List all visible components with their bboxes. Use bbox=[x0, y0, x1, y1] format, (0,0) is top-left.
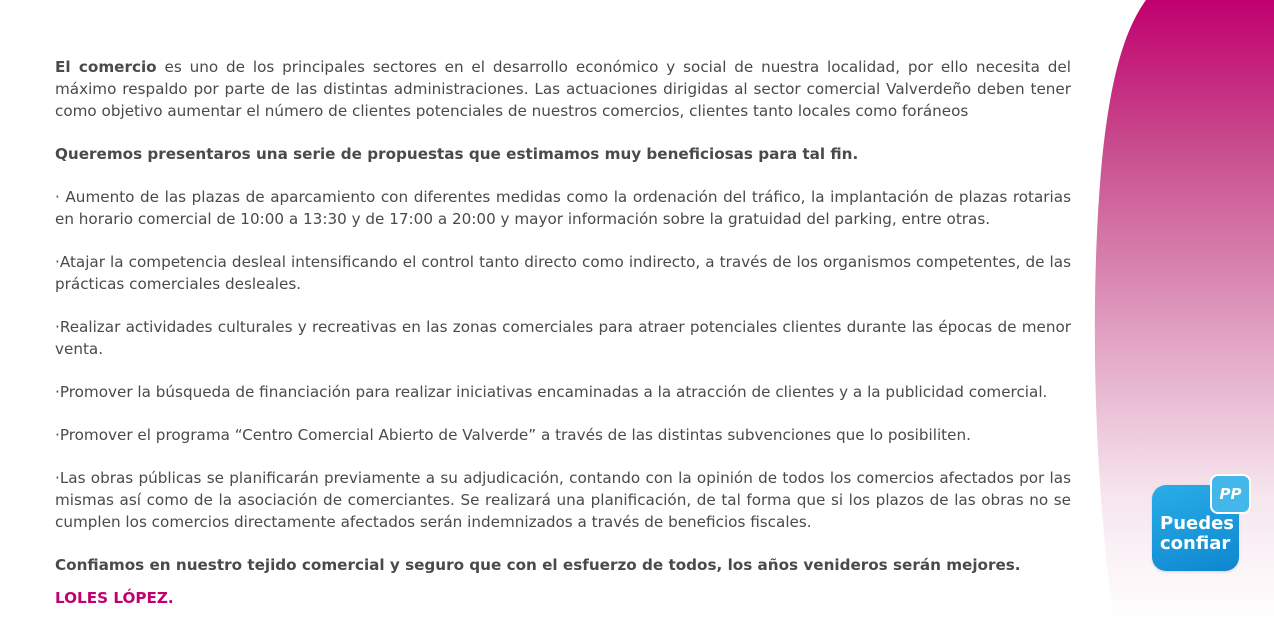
proposal-item: ·Promover la búsqueda de financiación para realizar iniciativas encaminadas a la atracción de clientes y a la publicidad comercial. bbox=[55, 383, 1048, 401]
proposal-item: ·Promover el programa “Centro Comercial Abierto de Valverde” a través de las distintas subvenciones que lo posibiliten. bbox=[55, 426, 971, 444]
pp-badge-icon: PP bbox=[1210, 474, 1251, 514]
proposals-heading: Queremos presentaros una serie de propuestas que estimamos muy beneficiosas para tal fin. bbox=[55, 145, 859, 163]
proposal-item: · Aumento de las plazas de aparcamiento con diferentes medidas como la ordenación del tráfico, la implantación de plazas rotarias en horario comercial de 10:00 a 13:30 y de 17:00 a 20:00 y mayor información sobre la gratuidad del parking, entre otras. bbox=[55, 188, 1071, 228]
signature: LOLES LÓPEZ. bbox=[55, 589, 174, 607]
logo-slogan-line2: confiar bbox=[1160, 533, 1231, 554]
intro-text: es uno de los principales sectores en el desarrollo económico y social de nuestra localidad, por ello necesita del máximo respaldo por parte de las distintas administraciones. Las actuaciones dirigidas al sector comercial Valverdeño deben tener como objetivo aumentar el número de clientes potenciales de nuestros comercios, clientes tanto locales como foráneos bbox=[55, 58, 1071, 120]
proposal-item: ·Realizar actividades culturales y recreativas en las zonas comerciales para atraer potenciales clientes durante las épocas de menor venta. bbox=[55, 318, 1071, 358]
logo-slogan bbox=[1160, 514, 1240, 554]
closing-statement: Confiamos en nuestro tejido comercial y seguro que con el esfuerzo de todos, los años venideros serán mejores. bbox=[55, 556, 1021, 574]
proposal-item: ·Las obras públicas se planificarán previamente a su adjudicación, contando con la opinión de todos los comercios afectados por las mismas así como de la asociación de comerciantes. Se realizará una planificación, de tal forma que si los plazos de las obras no se cumplen los comercios directamente afectados serán indemnizados a través de beneficios fiscales. bbox=[55, 469, 1071, 531]
intro-lead: El comercio bbox=[55, 58, 157, 76]
logo-slogan-line1: Puedes bbox=[1160, 513, 1235, 534]
proposal-item: ·Atajar la competencia desleal intensificando el control tanto directo como indirecto, a través de los organismos competentes, de las prácticas comerciales desleales. bbox=[55, 253, 1071, 293]
document-body bbox=[55, 56, 1071, 630]
intro-paragraph bbox=[55, 56, 1071, 122]
